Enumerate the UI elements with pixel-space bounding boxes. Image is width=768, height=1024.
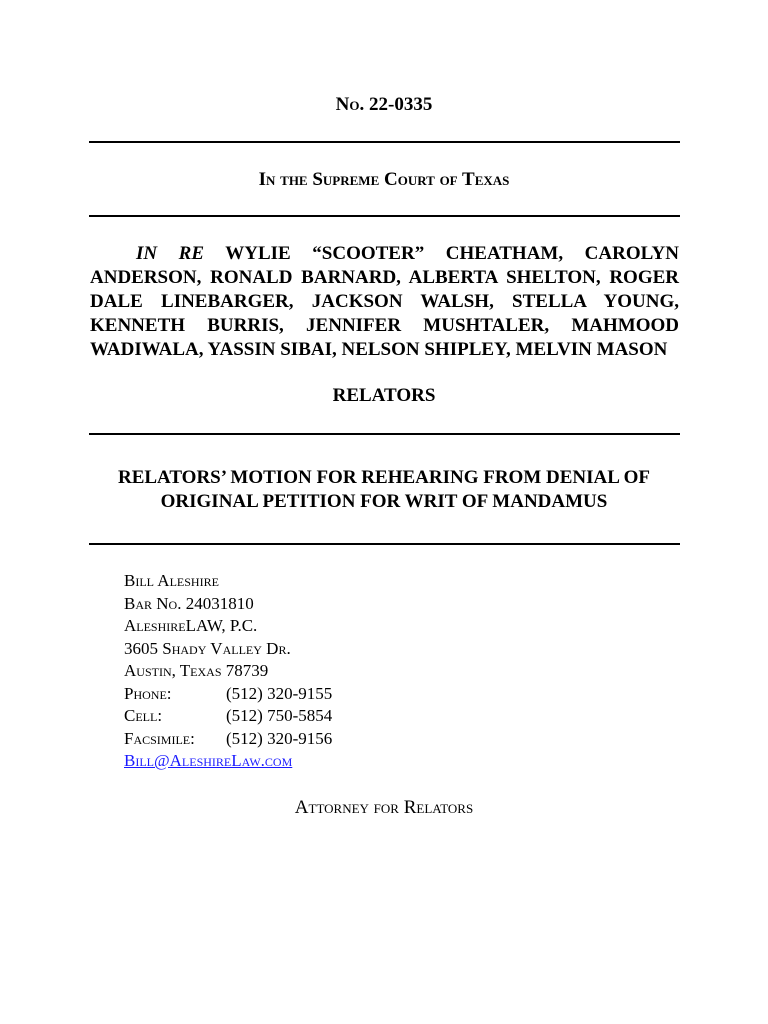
- street-address: 3605 Shady Valley Dr.: [124, 638, 291, 658]
- attorney-name: Bill Aleshire: [124, 571, 219, 590]
- phone-number: (512) 320-9155: [226, 683, 333, 703]
- attorney-signature-block: [124, 570, 332, 773]
- email-line: [124, 750, 332, 773]
- party-list: WYLIE “SCOOTER” CHEATHAM, CAROLYN ANDERSON, RONALD BARNARD, ALBERTA SHELTON, ROGER DALE LINEBARGER, JACKSON WALSH, STELLA YOUNG, KENNETH BURRIS, JENNIFER MUSHTALER, MAHMOOD WADIWALA, YASSIN SIBAI, NELSON SHIPLEY, MELVIN MASON: [90, 243, 679, 360]
- divider-rule: [89, 215, 680, 217]
- phone-label: Phone:: [124, 683, 172, 703]
- firm-name: AleshireLAW, P.C.: [124, 616, 258, 635]
- divider-rule: [89, 543, 680, 545]
- divider-rule: [89, 141, 680, 143]
- attorney-for-label: Attorney for Relators: [294, 797, 474, 818]
- motion-title-line: RELATORS’ MOTION FOR REHEARING FROM DENIAL OF: [117, 467, 651, 488]
- bar-number: Bar No. 24031810: [124, 593, 254, 613]
- divider-rule: [89, 433, 680, 435]
- fax-number: (512) 320-9156: [226, 728, 333, 748]
- phone-line: [124, 683, 332, 706]
- in-re-prefix: IN RE: [136, 243, 205, 264]
- party-role-label: RELATORS: [332, 385, 436, 406]
- motion-title: [0, 466, 768, 514]
- fax-label: Facsimile:: [124, 728, 195, 748]
- docket-number: No. 22-0335: [335, 94, 433, 115]
- cell-label: Cell:: [124, 706, 163, 725]
- cell-line: [124, 705, 332, 728]
- fax-line: [124, 728, 332, 751]
- motion-title-line: ORIGINAL PETITION FOR WRIT OF MANDAMUS: [160, 491, 608, 512]
- court-name: In the Supreme Court of Texas: [258, 169, 510, 190]
- cell-number: (512) 750-5854: [226, 706, 333, 725]
- city-state-zip: Austin, Texas 78739: [124, 661, 269, 680]
- email-link[interactable]: Bill@AleshireLaw.com: [124, 751, 293, 770]
- case-caption: [90, 242, 679, 362]
